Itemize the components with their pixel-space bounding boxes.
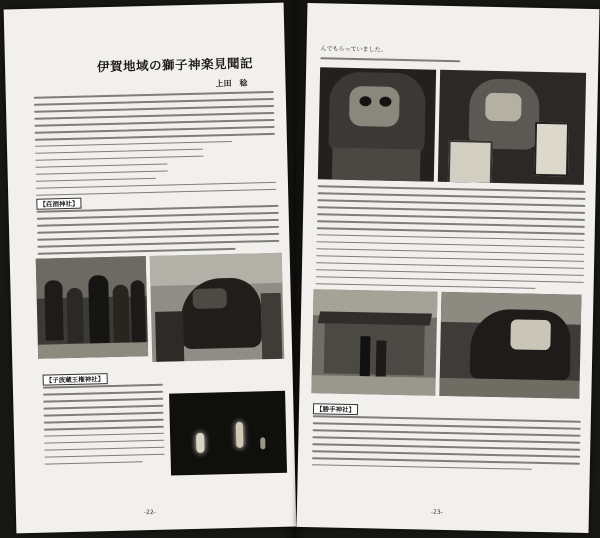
article-title: 伊賀地域の獅子神楽見聞記 — [96, 55, 254, 75]
right-top-text-block — [320, 57, 460, 67]
night-ritual-photo — [169, 391, 287, 476]
section-heading-katte: 【勝手神社】 — [313, 403, 358, 415]
right-bottom-text-block — [312, 415, 581, 476]
shrine-building-photo — [311, 289, 437, 396]
shishi-dance-photo — [439, 292, 581, 399]
intro-text-block — [34, 91, 276, 202]
section-heading-sosake: 【荘酒神社】 — [36, 198, 81, 210]
shishi-costume-photo — [318, 67, 436, 181]
festival-crowd-photo — [36, 256, 148, 359]
right-page-top-line: んでもらっていました。 — [320, 45, 387, 54]
section-heading-konami: 【子波蔵王権神社】 — [43, 373, 108, 386]
right-page — [297, 3, 600, 533]
shishi-mask-photo — [150, 253, 285, 362]
left-page-number: -22- — [143, 508, 157, 517]
article-author: 上田 稔 — [215, 77, 248, 89]
right-middle-text-block — [316, 185, 586, 295]
section1-text-block — [37, 205, 280, 260]
section2-text-block — [43, 384, 165, 471]
right-page-number: -23- — [430, 508, 443, 516]
mask-and-drum-photo — [438, 70, 586, 185]
left-page — [4, 3, 297, 534]
